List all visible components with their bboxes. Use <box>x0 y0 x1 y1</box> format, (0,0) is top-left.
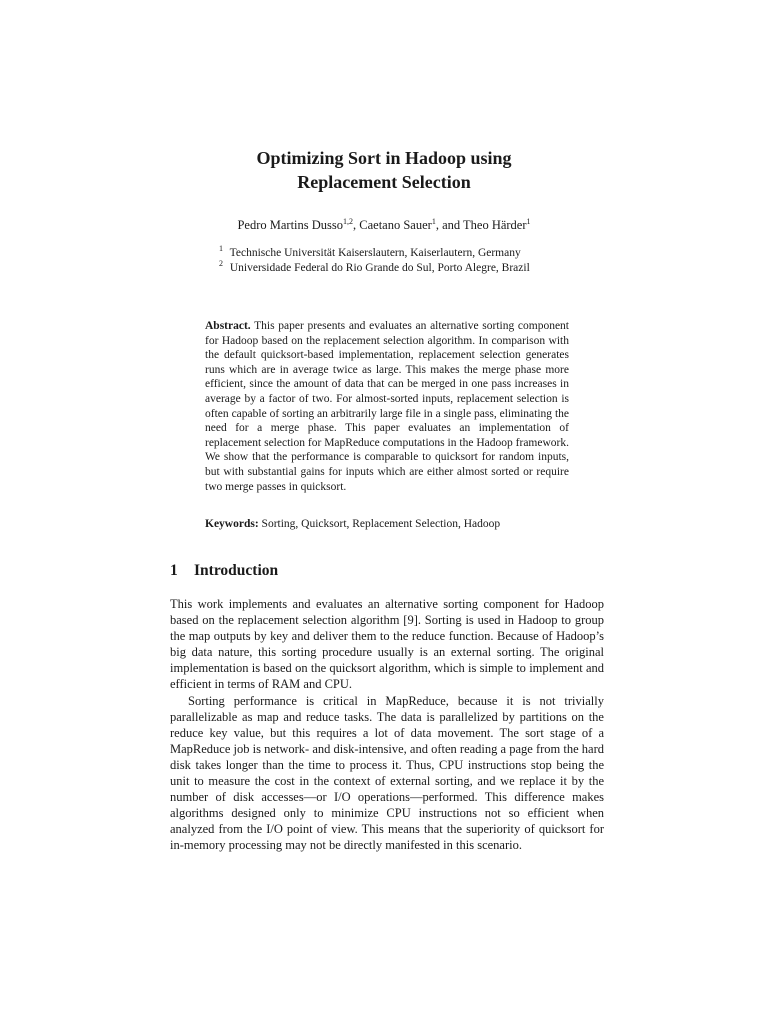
title-line-2: Replacement Selection <box>297 172 471 192</box>
paragraph: This work implements and evaluates an alternative sorting component for Hadoop based on the replacement selection algorithm [9]. Sorting is used in Hadoop to group the map outputs by key and deliver them to the reduce function. Because of Hadoop’s big data nature, this sorting procedure usually is an external sorting. The original implementation is based on the quicksort algorithm, which is simple to implement and efficient in terms of RAM and CPU. <box>170 597 604 692</box>
section-body <box>170 596 604 854</box>
keywords-label: Keywords: <box>205 518 259 530</box>
affiliation: 2 Universidade Federal do Rio Grande do Sul, Porto Alegre, Brazil <box>219 259 530 274</box>
abstract-label: Abstract. <box>205 320 251 332</box>
author-separator: , <box>353 218 360 232</box>
paper-title <box>0 146 768 194</box>
title-line-1: Optimizing Sort in Hadoop using <box>256 148 512 168</box>
author-affiliation-marker: 1 <box>526 216 531 226</box>
affiliations <box>215 246 575 276</box>
author-name: Caetano Sauer <box>359 218 432 232</box>
author-separator: , and <box>435 218 464 232</box>
affiliation-text: Universidade Federal do Rio Grande do Sul, Porto Alegre, Brazil <box>229 262 530 274</box>
section-number: 1 <box>170 562 178 579</box>
affiliation-text: Technische Universität Kaiserslautern, Kaiserlautern, Germany <box>229 247 521 259</box>
author-name: Pedro Martins Dusso <box>237 218 344 232</box>
author-affiliation-marker: 1,2 <box>343 216 354 226</box>
keywords <box>205 517 569 532</box>
keywords-text: Sorting, Quicksort, Replacement Selection, Hadoop <box>261 518 501 530</box>
abstract-text: This paper presents and evaluates an alternative sorting component for Hadoop based on the replacement selection algorithm. In comparison with the default quicksort-based implementation, replacement selection generates runs which are in average twice as large. This makes the merge phase more efficient, since the amount of data that can be merged in one pass increases in average by a factor of two. For almost-sorted inputs, replacement selection is often capable of sorting an arbitrarily large file in a single pass, eliminating the need for a merge phase. This paper evaluates an implementation of replacement selection for MapReduce computations in the Hadoop framework. We show that the performance is comparable to quicksort for random inputs, but with substantial gains for inputs which are either almost sorted or require two merge passes in quicksort. <box>205 320 569 493</box>
section-title: Introduction <box>194 562 279 579</box>
author-affiliation-marker: 1 <box>431 216 436 226</box>
paragraph: Sorting performance is critical in MapReduce, because it is not trivially parallelizable as map and reduce tasks. The data is parallelized by partitions on the reduce key value, but this requires a lot of data movement. The sort stage of a MapReduce job is network- and disk-intensive, and often reading a page from the hard disk takes longer than the time to process it. Thus, CPU instructions stop being the unit to measure the cost in the context of external sorting, and we replace it by the number of disk accesses—or I/O operations—performed. This difference makes algorithms designed only to minimize CPU instructions not so efficient when analyzed from the I/O point of view. This means that the superiority of quicksort for in-memory processing may not be directly manifested in this scenario. <box>170 693 604 853</box>
section-heading <box>170 561 278 581</box>
author-list <box>0 217 768 233</box>
author-name: Theo Härder <box>463 218 527 232</box>
affiliation: 1 Technische Universität Kaiserslautern, Kaiserlautern, Germany <box>219 244 521 259</box>
abstract <box>205 319 569 494</box>
